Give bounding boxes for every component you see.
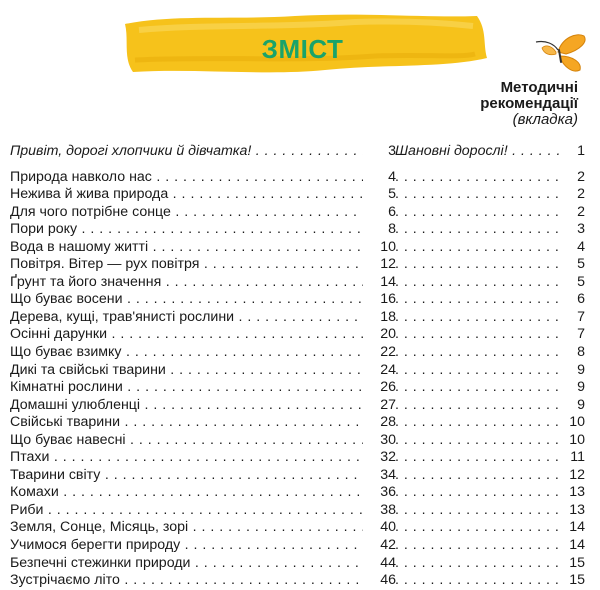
entry-page: 32 [363, 449, 396, 467]
entry-title: Зустрічаємо літо . . . [10, 572, 363, 590]
entry-page: 40 [363, 519, 396, 537]
recommendation-page: 14 [565, 537, 585, 555]
recommendation-page: 6 [565, 291, 585, 309]
list-item [10, 221, 585, 239]
list-item [10, 308, 585, 327]
recommendation-title [395, 326, 569, 344]
list-item [10, 186, 585, 204]
entry-page: 3 [363, 143, 396, 161]
recommendation-title [395, 502, 569, 520]
entry-page: 42 [363, 537, 396, 555]
entry-title: Ґрунт та його значення . . . [10, 274, 363, 292]
recommendation-title [395, 256, 569, 274]
list-item [10, 256, 585, 274]
list-item [10, 168, 585, 187]
entry-title: Для чого потрібне сонце . . . [10, 204, 363, 222]
recommendation-page: 15 [565, 572, 585, 590]
entry-page: 28 [363, 414, 396, 432]
recommendation-title [395, 221, 569, 239]
entry-title: Що буває восени . . . [10, 291, 363, 309]
entry-title: Кімнатні рослини . . . [10, 379, 363, 397]
entry-page: 36 [363, 484, 396, 502]
entry-title: Птахи . . . [10, 449, 363, 467]
recommendation-title [395, 397, 569, 415]
entry-page: 46 [363, 572, 396, 590]
entry-page: 34 [363, 467, 396, 485]
entry-page: 27 [363, 397, 396, 415]
entry-title: Пори року . . . [10, 221, 363, 239]
recommendation-page: 5 [565, 274, 585, 292]
recommendation-title [395, 169, 569, 187]
entry-title: Свійські тварини . . . [10, 414, 363, 432]
page-title: ЗМІСТ [261, 34, 344, 64]
recommendation-title [395, 432, 569, 450]
entry-title: Нежива й жива природа . . . [10, 186, 363, 204]
recommendation-title [395, 362, 569, 380]
methodical-line-3: (вкладка) [512, 111, 578, 128]
recommendation-page: 9 [565, 362, 585, 380]
recommendation-page: 12 [565, 467, 585, 485]
recommendation-title [395, 555, 569, 573]
recommendation-title [395, 344, 569, 362]
entry-page: 18 [363, 309, 396, 327]
list-item [10, 396, 585, 415]
list-item [10, 501, 585, 520]
entry-page: 44 [363, 555, 396, 573]
list-item [10, 143, 585, 161]
entry-title: Безпечні стежинки природи . . . [10, 555, 363, 573]
entry-title: Природа навколо нас . . . [10, 169, 363, 187]
entry-page: 20 [363, 326, 396, 344]
entry-page: 10 [363, 239, 396, 257]
entry-title: Тварини світу . . . [10, 467, 363, 485]
recommendation-page: 9 [565, 379, 585, 397]
recommendation-title [395, 484, 569, 502]
recommendation-title [395, 379, 569, 397]
entry-page: 6 [363, 204, 396, 222]
recommendation-page: 14 [565, 519, 585, 537]
contents-list [10, 143, 585, 590]
entry-title: Що буває взимку . . . [10, 344, 363, 362]
recommendation-page: 7 [565, 326, 585, 344]
methodical-line-2: рекомендації [480, 95, 578, 112]
entry-title: Комахи . . . [10, 484, 363, 502]
entry-title: Що буває навесні . . . [10, 432, 363, 450]
recommendation-page: 10 [565, 432, 585, 450]
list-item [10, 554, 585, 573]
entry-title: Привіт, дорогі хлопчики й дівчатка! . . . [10, 143, 363, 161]
entry-page: 5 [363, 186, 396, 204]
recommendation-page: 3 [565, 221, 585, 239]
recommendation-page: 2 [565, 169, 585, 187]
recommendation-page: 13 [565, 502, 585, 520]
recommendation-title [395, 291, 569, 309]
recommendation-page: 13 [565, 484, 585, 502]
entry-title: Земля, Сонце, Місяць, зорі . . . [10, 519, 363, 537]
list-item [10, 572, 585, 590]
recommendation-title [395, 309, 569, 327]
title-banner [115, 10, 490, 80]
list-item [10, 344, 585, 362]
list-item [10, 203, 585, 222]
recommendation-page: 2 [565, 186, 585, 204]
recommendation-title [395, 519, 569, 537]
entry-title: Дерева, кущі, трав'янисті рослини . . . [10, 309, 363, 327]
list-item [10, 431, 585, 450]
entry-page: 38 [363, 502, 396, 520]
entry-page: 4 [363, 169, 396, 187]
recommendation-title [395, 239, 569, 257]
recommendation-page: 9 [565, 397, 585, 415]
recommendation-page: 8 [565, 344, 585, 362]
methodical-line-1: Методичні [500, 79, 578, 96]
entry-page: 30 [363, 432, 396, 450]
recommendation-page: 11 [565, 449, 585, 467]
recommendation-title [395, 572, 569, 590]
list-item [10, 484, 585, 502]
methodical-recommendations-header [480, 80, 578, 128]
entry-page: 8 [363, 221, 396, 239]
list-item [10, 273, 585, 292]
entry-title: Учимося берегти природу . . . [10, 537, 363, 555]
recommendation-page: 10 [565, 414, 585, 432]
entry-page: 24 [363, 362, 396, 380]
recommendation-page: 7 [565, 309, 585, 327]
list-item [10, 238, 585, 257]
recommendation-title [395, 186, 569, 204]
recommendation-title: Шановні дорослі! . . . [395, 143, 569, 161]
list-item [10, 326, 585, 344]
recommendation-page: 5 [565, 256, 585, 274]
entry-title: Осінні дарунки . . . [10, 326, 363, 344]
list-item [10, 414, 585, 432]
list-item [10, 361, 585, 380]
list-item [10, 379, 585, 397]
entry-title: Домашні улюбленці . . . [10, 397, 363, 415]
entry-page: 16 [363, 291, 396, 309]
entry-title: Риби . . . [10, 502, 363, 520]
recommendation-page: 4 [565, 239, 585, 257]
recommendation-page: 15 [565, 555, 585, 573]
recommendation-title [395, 449, 569, 467]
list-item [10, 519, 585, 537]
entry-title: Дикі та свійські тварини . . . [10, 362, 363, 380]
butterfly-icon [532, 30, 590, 74]
recommendation-page: 1 [565, 143, 585, 161]
entry-page: 26 [363, 379, 396, 397]
list-item [10, 537, 585, 555]
recommendation-title [395, 274, 569, 292]
recommendation-title [395, 204, 569, 222]
entry-page: 12 [363, 256, 396, 274]
entry-title: Повітря. Вітер — рух повітря . . . [10, 256, 363, 274]
list-item [10, 291, 585, 309]
recommendation-title [395, 467, 569, 485]
entry-title: Вода в нашому житті . . . [10, 239, 363, 257]
list-item [10, 449, 585, 467]
recommendation-title [395, 414, 569, 432]
entry-page: 22 [363, 344, 396, 362]
list-item [10, 466, 585, 485]
entry-page: 14 [363, 274, 396, 292]
recommendation-title [395, 537, 569, 555]
recommendation-page: 2 [565, 204, 585, 222]
